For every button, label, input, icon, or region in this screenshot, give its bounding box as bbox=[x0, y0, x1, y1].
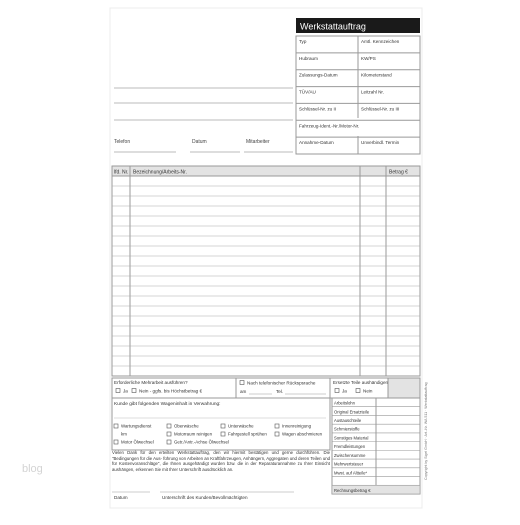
alt-parts-nein-label: Nein bbox=[363, 388, 373, 394]
cost-label: Mwst. auf Altteile* bbox=[334, 470, 368, 476]
alt-parts-ja-label: Ja bbox=[342, 388, 347, 394]
col-desc-header: Bezeichnung/Arbeits-Nr. bbox=[133, 169, 187, 176]
vehicle-field-label: Hubraum bbox=[299, 55, 318, 61]
service-label: Fahrgestell sprühen bbox=[228, 431, 267, 437]
footer-terms: Vielen Dank für den erteilten Werkstattauftrag, den wir hiermit bestätigen und gerne durchführen. Die "Bedingungen für die Aus- führung von Arbeiten an Kraftfahrzeugen, Anhängern, Aggregaten und deren Teilen und für Kostenvoranschläge", die Ihnen ausgehändigt wurden bzw. die in der Reparaturannahme zu Ihrer Einsicht aushängen, erkennen Sie mit Ihrer Unterschrift ausdrücklich an. bbox=[112, 450, 330, 473]
service-label: Wagen abschmieren bbox=[282, 431, 323, 437]
service-label: km bbox=[121, 431, 127, 437]
vehicle-field-label: Typ bbox=[299, 39, 307, 44]
vehicle-field-label: Schlüssel-Nr. zu III bbox=[361, 106, 400, 112]
callback-checkbox[interactable] bbox=[240, 381, 244, 385]
service-checkbox[interactable] bbox=[114, 424, 118, 428]
vehicle-field-label: Amtl. Kennzeichen bbox=[361, 39, 400, 44]
service-checkbox[interactable] bbox=[167, 424, 171, 428]
cost-label: Schmierstoffe bbox=[334, 426, 360, 432]
service-checkbox[interactable] bbox=[275, 424, 279, 428]
vehicle-field-label: Zulassungs-Datum bbox=[299, 72, 338, 78]
cost-label: Fremdleistungen bbox=[334, 444, 366, 450]
alt-parts-ja-checkbox[interactable] bbox=[335, 389, 339, 393]
cost-label: Austauschteile bbox=[334, 417, 362, 423]
cost-label: Zwischensumme bbox=[334, 452, 366, 458]
service-label: Innenreinigung bbox=[282, 423, 312, 429]
vehicle-field-label: Kilometerstand bbox=[361, 72, 392, 78]
service-label: Wartungsdienst bbox=[121, 423, 152, 429]
service-checkbox[interactable] bbox=[114, 440, 118, 444]
vehicle-field-label: Schlüssel-Nr. zu II bbox=[299, 106, 337, 112]
cost-label: Sonstiges Material bbox=[334, 435, 369, 441]
service-label: Motorraum reinigen bbox=[174, 431, 213, 437]
vehicle-field-label: Annahme-Datum bbox=[299, 140, 334, 146]
service-checkbox[interactable] bbox=[221, 424, 225, 428]
signature-label: Unterschrift des Kunden/Bevollmächtigten bbox=[162, 495, 248, 500]
mehrarbeit-label: Erforderliche Mehrarbeit ausführen? bbox=[114, 380, 188, 385]
service-label: Getr./Antr.-Achse Ölwechsel bbox=[174, 439, 229, 445]
cost-label: Rechnungsbetrag € bbox=[334, 487, 371, 493]
ja-label: Ja bbox=[123, 388, 128, 394]
nein-checkbox[interactable] bbox=[132, 389, 136, 393]
service-label: Unterwäsche bbox=[228, 423, 254, 429]
watermark: blog bbox=[22, 463, 43, 475]
service-checkbox[interactable] bbox=[167, 440, 171, 444]
callback-label: Nach telefonischer Rückspsrache bbox=[247, 380, 316, 386]
service-checkbox[interactable] bbox=[167, 432, 171, 436]
date-label: Datum bbox=[192, 139, 207, 145]
service-checkbox[interactable] bbox=[275, 432, 279, 436]
vehicle-field-label: Fahrzeug-Ident.-Nr./Motor-Nr. bbox=[299, 123, 360, 129]
phone-label: Telefon bbox=[114, 139, 131, 145]
vehicle-field-label: TÜV/AU bbox=[299, 89, 316, 95]
alt-parts-nein-checkbox[interactable] bbox=[356, 389, 360, 393]
vehicle-field-label: Leitzahl Nr. bbox=[361, 89, 384, 95]
service-checkbox[interactable] bbox=[221, 432, 225, 436]
vehicle-field-label: KW/PS bbox=[361, 55, 376, 61]
tel-label: Tel. bbox=[276, 389, 284, 394]
col-amount-header: Betrag € bbox=[389, 169, 408, 176]
footer-date-label: Datum bbox=[114, 495, 128, 500]
vehicle-field-label: Unverbindl. Termin bbox=[361, 140, 400, 146]
page-title: Werkstattauftrag bbox=[300, 21, 366, 32]
cost-label: Mehrwertsteuer bbox=[334, 461, 364, 467]
services-heading: Kunde gibt folgenden Wageninhalt in Verwahrung: bbox=[114, 402, 221, 407]
nein-label: Nein - ggfs. bis Höchstbetrag € bbox=[139, 388, 203, 394]
service-label: Oberwäsche bbox=[174, 423, 199, 429]
alt-parts-label: Ersetzte Teile aushändigen bbox=[333, 380, 389, 385]
employee-label: Mitarbeiter bbox=[246, 139, 270, 145]
cost-label: Arbeitslohn bbox=[334, 400, 355, 406]
col-nr-header: lfd. Nr. bbox=[114, 169, 129, 176]
footer-terms-box bbox=[112, 450, 330, 486]
am-label: am bbox=[240, 389, 247, 394]
service-label: Motor Ölwechsel bbox=[121, 439, 154, 445]
side-note: Copyright by Sigel GmbH · Art.-Nr. WA 511 · Werkstattauftrag bbox=[424, 382, 428, 480]
ja-checkbox[interactable] bbox=[116, 389, 120, 393]
cost-label: Original Ersatzteile bbox=[334, 409, 370, 415]
